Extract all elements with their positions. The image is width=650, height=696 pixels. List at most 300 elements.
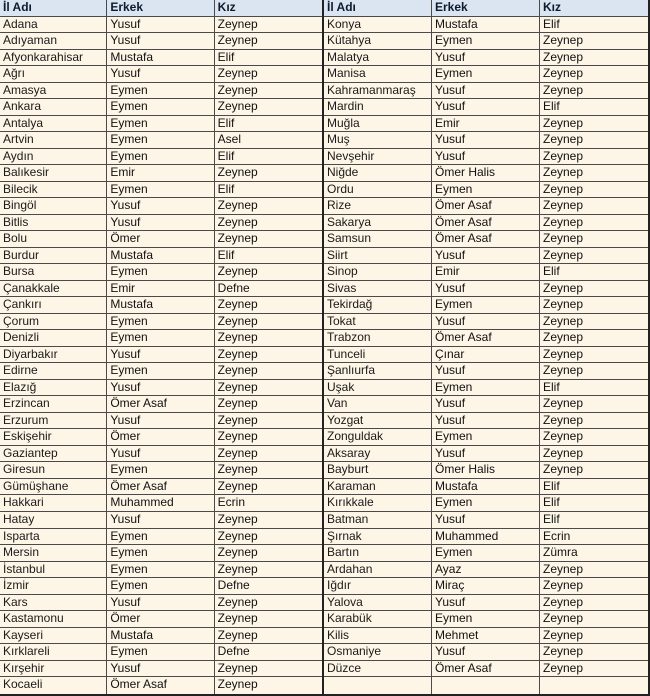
cell-erkek: Ömer Asaf: [107, 396, 214, 412]
cell-kiz: Zeynep: [543, 247, 584, 262]
cell-erkek: Emir: [432, 264, 540, 280]
table-row: [0, 33, 322, 50]
cell-kiz: Zeynep: [543, 578, 584, 593]
cell-il-adi: Diyarbakır: [0, 347, 107, 363]
cell-il-adi: Aksaray: [324, 446, 432, 462]
cell-erkek: Yusuf: [432, 446, 540, 462]
table-row: [324, 132, 648, 149]
cell-kiz: Elif: [217, 115, 235, 130]
cell-erkek: Mustafa: [107, 628, 214, 644]
table-row: [0, 578, 322, 595]
column-header-erkek: Erkek: [432, 0, 540, 16]
table-row: [324, 595, 648, 612]
cell-erkek: Ömer Halis: [432, 462, 540, 478]
cell-il-adi: Kayseri: [0, 628, 107, 644]
cell-kiz: Zeynep: [543, 231, 584, 246]
cell-kiz: Zeynep: [543, 594, 584, 609]
cell-erkek: Yusuf: [432, 644, 540, 660]
cell-kiz: Zeynep: [543, 412, 584, 427]
cell-kiz: Zeynep: [217, 396, 258, 411]
cell-erkek: Mustafa: [107, 248, 214, 264]
cell-kiz: Defne: [217, 280, 250, 295]
cell-il-adi: Van: [324, 396, 432, 412]
cell-il-adi: Sinop: [324, 264, 432, 280]
table-row: [0, 248, 322, 265]
cell-erkek: Ömer: [107, 231, 214, 247]
cell-kiz: Zeynep: [543, 49, 584, 64]
cell-erkek: Yusuf: [107, 446, 214, 462]
table-row: [324, 116, 648, 133]
cell-il-adi: Kilis: [324, 628, 432, 644]
table-row: [0, 281, 322, 298]
cell-il-adi: Konya: [324, 17, 432, 33]
cell-erkek: Ömer Asaf: [432, 231, 540, 247]
cell-il-adi: [324, 677, 432, 694]
cell-kiz: Ecrin: [543, 528, 571, 543]
cell-kiz: Zeynep: [543, 660, 584, 675]
cell-erkek: Yusuf: [432, 281, 540, 297]
cell-il-adi: Rize: [324, 198, 432, 214]
cell-il-adi: Nevşehir: [324, 149, 432, 165]
table-row: [0, 347, 322, 364]
table-row: [324, 33, 648, 50]
cell-il-adi: Zonguldak: [324, 429, 432, 445]
cell-erkek: Yusuf: [107, 413, 214, 429]
cell-il-adi: Mardin: [324, 99, 432, 115]
cell-erkek: Eymen: [107, 330, 214, 346]
table-row: [324, 380, 648, 397]
cell-kiz: Zeynep: [217, 231, 258, 246]
table-row: [0, 132, 322, 149]
cell-il-adi: Muş: [324, 132, 432, 148]
cell-il-adi: Niğde: [324, 165, 432, 181]
table-row: [0, 297, 322, 314]
table-row: [0, 545, 322, 562]
cell-il-adi: Burdur: [0, 248, 107, 264]
cell-il-adi: Kocaeli: [0, 677, 107, 694]
cell-erkek: Yusuf: [107, 347, 214, 363]
cell-il-adi: Çorum: [0, 314, 107, 330]
cell-il-adi: Artvin: [0, 132, 107, 148]
cell-kiz: Ecrin: [217, 495, 245, 510]
table-row: [0, 330, 322, 347]
cell-kiz: Zeynep: [543, 561, 584, 576]
table-row: [324, 83, 648, 100]
table-row: [0, 644, 322, 661]
cell-erkek: Eymen: [432, 297, 540, 313]
cell-kiz: Elif: [217, 181, 235, 196]
cell-il-adi: Düzce: [324, 661, 432, 677]
cell-erkek: Eymen: [107, 264, 214, 280]
table-row: [324, 495, 648, 512]
cell-erkek: Eymen: [432, 545, 540, 561]
cell-il-adi: Kastamonu: [0, 611, 107, 627]
table-row: [324, 479, 648, 496]
cell-erkek: Yusuf: [432, 50, 540, 66]
cell-kiz: Zeynep: [543, 462, 584, 477]
cell-il-adi: Şırnak: [324, 529, 432, 545]
table-row: [0, 595, 322, 612]
cell-kiz: [540, 677, 648, 694]
table-row: [0, 116, 322, 133]
cell-kiz: Defne: [217, 578, 250, 593]
cell-il-adi: Tokat: [324, 314, 432, 330]
cell-il-adi: Tunceli: [324, 347, 432, 363]
cell-kiz: Zeynep: [217, 214, 258, 229]
cell-erkek: Ömer Halis: [432, 165, 540, 181]
cell-il-adi: Bingöl: [0, 198, 107, 214]
table-row: [324, 264, 648, 281]
cell-il-adi: Kars: [0, 595, 107, 611]
table-row: [324, 66, 648, 83]
cell-kiz: Asel: [217, 132, 241, 147]
cell-il-adi: Kahramanmaraş: [324, 83, 432, 99]
cell-kiz: Zeynep: [543, 148, 584, 163]
table-row: [0, 50, 322, 67]
column-header-erkek: Erkek: [107, 0, 214, 16]
cell-erkek: Mustafa: [432, 479, 540, 495]
table-row: [0, 396, 322, 413]
table-row: [324, 297, 648, 314]
table-row: [0, 363, 322, 380]
cell-erkek: Ömer: [107, 429, 214, 445]
cell-kiz: Zeynep: [217, 412, 258, 427]
cell-il-adi: Gümüşhane: [0, 479, 107, 495]
cell-il-adi: Hakkari: [0, 495, 107, 511]
cell-erkek: Yusuf: [432, 512, 540, 528]
cell-il-adi: Bayburt: [324, 462, 432, 478]
cell-erkek: Yusuf: [107, 380, 214, 396]
cell-kiz: Elif: [217, 49, 235, 64]
table-row: [324, 231, 648, 248]
cell-erkek: Yusuf: [107, 215, 214, 231]
cell-il-adi: Sivas: [324, 281, 432, 297]
cell-kiz: Zeynep: [217, 379, 258, 394]
cell-il-adi: Trabzon: [324, 330, 432, 346]
table-row: [0, 149, 322, 166]
cell-kiz: Elif: [543, 99, 560, 114]
cell-il-adi: Bolu: [0, 231, 107, 247]
cell-erkek: Yusuf: [107, 198, 214, 214]
table-row: [0, 462, 322, 479]
table-row: [324, 677, 648, 694]
cell-kiz: Zeynep: [543, 66, 584, 81]
cell-erkek: Yusuf: [432, 314, 540, 330]
cell-il-adi: Denizli: [0, 330, 107, 346]
table-row: [324, 347, 648, 364]
cell-il-adi: Edirne: [0, 363, 107, 379]
table-row: [0, 99, 322, 116]
cell-erkek: Eymen: [432, 66, 540, 82]
cell-kiz: Zeynep: [217, 99, 258, 114]
cell-erkek: Yusuf: [107, 595, 214, 611]
cell-erkek: Mustafa: [107, 50, 214, 66]
cell-il-adi: Şanlıurfa: [324, 363, 432, 379]
table-row: [324, 512, 648, 529]
cell-kiz: Zeynep: [217, 660, 258, 675]
table-row: [0, 562, 322, 579]
cell-il-adi: İstanbul: [0, 562, 107, 578]
cell-erkek: Eymen: [107, 83, 214, 99]
cell-kiz: Zeynep: [217, 264, 258, 279]
cell-erkek: Miraç: [432, 578, 540, 594]
cell-erkek: Yusuf: [432, 413, 540, 429]
table-row: [324, 429, 648, 446]
cell-il-adi: Hatay: [0, 512, 107, 528]
table-header-row: [324, 0, 648, 17]
cell-erkek: Eymen: [107, 545, 214, 561]
cell-kiz: Zeynep: [217, 545, 258, 560]
cell-il-adi: Antalya: [0, 116, 107, 132]
cell-kiz: Zümra: [543, 545, 578, 560]
cell-erkek: Yusuf: [432, 248, 540, 264]
cell-kiz: Elif: [543, 495, 560, 510]
cell-kiz: Zeynep: [217, 16, 258, 31]
cell-kiz: Elif: [543, 478, 560, 493]
table-row: [324, 99, 648, 116]
cell-kiz: Zeynep: [217, 66, 258, 81]
cell-il-adi: Samsun: [324, 231, 432, 247]
table-row: [324, 330, 648, 347]
table-row: [0, 413, 322, 430]
cell-erkek: Ömer Asaf: [107, 677, 214, 694]
cell-erkek: Eymen: [432, 429, 540, 445]
cell-erkek: Eymen: [107, 116, 214, 132]
cell-kiz: Zeynep: [217, 445, 258, 460]
cell-il-adi: Adana: [0, 17, 107, 33]
table-row: [0, 66, 322, 83]
cell-kiz: Zeynep: [217, 478, 258, 493]
cell-il-adi: Elazığ: [0, 380, 107, 396]
cell-il-adi: Adıyaman: [0, 33, 107, 49]
cell-kiz: Zeynep: [543, 198, 584, 213]
cell-erkek: Eymen: [432, 611, 540, 627]
cell-erkek: Eymen: [107, 314, 214, 330]
table-row: [324, 198, 648, 215]
cell-kiz: Zeynep: [217, 429, 258, 444]
cell-kiz: Zeynep: [543, 115, 584, 130]
cell-kiz: Zeynep: [543, 445, 584, 460]
table-row: [324, 396, 648, 413]
cell-erkek: Ömer Asaf: [432, 198, 540, 214]
cell-kiz: Zeynep: [543, 330, 584, 345]
cell-kiz: Zeynep: [543, 165, 584, 180]
cell-erkek: Ömer Asaf: [432, 215, 540, 231]
cell-kiz: Zeynep: [217, 594, 258, 609]
cell-erkek: Yusuf: [432, 132, 540, 148]
cell-erkek: Mehmet: [432, 628, 540, 644]
cell-erkek: Ömer Asaf: [107, 479, 214, 495]
table-row: [324, 628, 648, 645]
column-header-il-adi: İl Adı: [0, 0, 107, 16]
cell-kiz: Zeynep: [217, 297, 258, 312]
table-row: [0, 446, 322, 463]
cell-erkek: Eymen: [107, 462, 214, 478]
cell-kiz: Zeynep: [543, 132, 584, 147]
cell-il-adi: Kırşehir: [0, 661, 107, 677]
cell-kiz: Zeynep: [543, 297, 584, 312]
cell-il-adi: Aydın: [0, 149, 107, 165]
table-row: [0, 628, 322, 645]
cell-il-adi: Giresun: [0, 462, 107, 478]
cell-erkek: Eymen: [432, 495, 540, 511]
table-row: [324, 363, 648, 380]
table-left-half: [0, 0, 324, 696]
table-row: [0, 264, 322, 281]
table-row: [324, 462, 648, 479]
cell-erkek: Eymen: [107, 132, 214, 148]
table-row: [324, 248, 648, 265]
cell-il-adi: Bilecik: [0, 182, 107, 198]
cell-il-adi: Karaman: [324, 479, 432, 495]
table-row: [324, 17, 648, 34]
cell-erkek: Eymen: [432, 33, 540, 49]
cell-erkek: Yusuf: [432, 83, 540, 99]
cell-il-adi: Bitlis: [0, 215, 107, 231]
cell-il-adi: Ardahan: [324, 562, 432, 578]
table-row: [324, 578, 648, 595]
cell-kiz: Zeynep: [217, 82, 258, 97]
table-row: [0, 677, 322, 694]
cell-il-adi: Muğla: [324, 116, 432, 132]
table-row: [0, 17, 322, 34]
table-row: [0, 231, 322, 248]
cell-erkek: [432, 677, 540, 694]
table-row: [324, 446, 648, 463]
cell-erkek: Eymen: [432, 380, 540, 396]
cell-erkek: Yusuf: [432, 396, 540, 412]
cell-kiz: Elif: [543, 16, 560, 31]
cell-kiz: Zeynep: [217, 611, 258, 626]
cell-il-adi: Isparta: [0, 529, 107, 545]
cell-kiz: Elif: [543, 379, 560, 394]
cell-kiz: Zeynep: [543, 611, 584, 626]
cell-kiz: Zeynep: [543, 313, 584, 328]
table-row: [0, 215, 322, 232]
cell-erkek: Yusuf: [107, 661, 214, 677]
cell-il-adi: Manisa: [324, 66, 432, 82]
cell-il-adi: Afyonkarahisar: [0, 50, 107, 66]
table-row: [0, 429, 322, 446]
cell-il-adi: Sakarya: [324, 215, 432, 231]
cell-erkek: Muhammed: [107, 495, 214, 511]
cell-kiz: Zeynep: [543, 396, 584, 411]
cell-il-adi: Batman: [324, 512, 432, 528]
table-row: [324, 413, 648, 430]
cell-il-adi: Bursa: [0, 264, 107, 280]
cell-il-adi: Balıkesir: [0, 165, 107, 181]
table-row: [0, 165, 322, 182]
cell-il-adi: Eskişehir: [0, 429, 107, 445]
table-row: [0, 83, 322, 100]
table-row: [0, 512, 322, 529]
cell-il-adi: Tekirdağ: [324, 297, 432, 313]
cell-kiz: Elif: [217, 148, 235, 163]
cell-kiz: Zeynep: [217, 330, 258, 345]
cell-il-adi: Çanakkale: [0, 281, 107, 297]
cell-erkek: Yusuf: [107, 66, 214, 82]
cell-erkek: Eymen: [107, 182, 214, 198]
table-row: [0, 661, 322, 678]
cell-il-adi: Bartın: [324, 545, 432, 561]
cell-kiz: Zeynep: [217, 627, 258, 642]
cell-erkek: Yusuf: [107, 512, 214, 528]
cell-erkek: Eymen: [107, 363, 214, 379]
cell-il-adi: Erzincan: [0, 396, 107, 412]
cell-erkek: Yusuf: [432, 363, 540, 379]
cell-erkek: Yusuf: [107, 17, 214, 33]
cell-kiz: Zeynep: [217, 677, 258, 692]
cell-il-adi: Çankırı: [0, 297, 107, 313]
cell-erkek: Ayaz: [432, 562, 540, 578]
cell-il-adi: Kütahya: [324, 33, 432, 49]
cell-kiz: Zeynep: [543, 346, 584, 361]
cell-kiz: Elif: [543, 511, 560, 526]
column-header-il-adi: İl Adı: [324, 0, 432, 16]
cell-erkek: Eymen: [107, 149, 214, 165]
table-row: [324, 182, 648, 199]
cell-kiz: Elif: [217, 247, 235, 262]
cell-kiz: Zeynep: [217, 33, 258, 48]
table-row: [0, 182, 322, 199]
cell-erkek: Yusuf: [432, 99, 540, 115]
cell-kiz: Zeynep: [543, 627, 584, 642]
cell-erkek: Eymen: [107, 644, 214, 660]
table-row: [324, 562, 648, 579]
cell-kiz: Zeynep: [543, 82, 584, 97]
table-row: [324, 545, 648, 562]
cell-erkek: Mustafa: [432, 17, 540, 33]
cell-il-adi: Yalova: [324, 595, 432, 611]
table-row: [0, 198, 322, 215]
cell-il-adi: Uşak: [324, 380, 432, 396]
cell-kiz: Zeynep: [217, 462, 258, 477]
table-row: [0, 314, 322, 331]
cell-il-adi: Erzurum: [0, 413, 107, 429]
table-row: [324, 149, 648, 166]
cell-il-adi: Gaziantep: [0, 446, 107, 462]
cell-il-adi: Karabük: [324, 611, 432, 627]
table-row: [0, 495, 322, 512]
table-row: [0, 479, 322, 496]
cell-kiz: Zeynep: [217, 198, 258, 213]
table-row: [0, 529, 322, 546]
cell-kiz: Zeynep: [217, 561, 258, 576]
cell-erkek: Muhammed: [432, 529, 540, 545]
cell-il-adi: Ankara: [0, 99, 107, 115]
cell-il-adi: Osmaniye: [324, 644, 432, 660]
cell-il-adi: Mersin: [0, 545, 107, 561]
table-row: [324, 611, 648, 628]
cell-erkek: Eymen: [107, 529, 214, 545]
column-header-kiz: Kız: [217, 0, 236, 14]
cell-kiz: Zeynep: [543, 429, 584, 444]
cell-erkek: Ömer Asaf: [432, 330, 540, 346]
cell-erkek: Yusuf: [432, 149, 540, 165]
cell-kiz: Zeynep: [217, 528, 258, 543]
cell-il-adi: Iğdır: [324, 578, 432, 594]
table-row: [324, 529, 648, 546]
cell-erkek: Eymen: [107, 578, 214, 594]
table-row: [324, 281, 648, 298]
cell-kiz: Zeynep: [217, 313, 258, 328]
cell-il-adi: Kırklareli: [0, 644, 107, 660]
cell-kiz: Defne: [217, 644, 250, 659]
column-header-kiz: Kız: [543, 0, 561, 14]
table-row: [324, 661, 648, 678]
cell-erkek: Emir: [107, 165, 214, 181]
cell-erkek: Eymen: [107, 562, 214, 578]
